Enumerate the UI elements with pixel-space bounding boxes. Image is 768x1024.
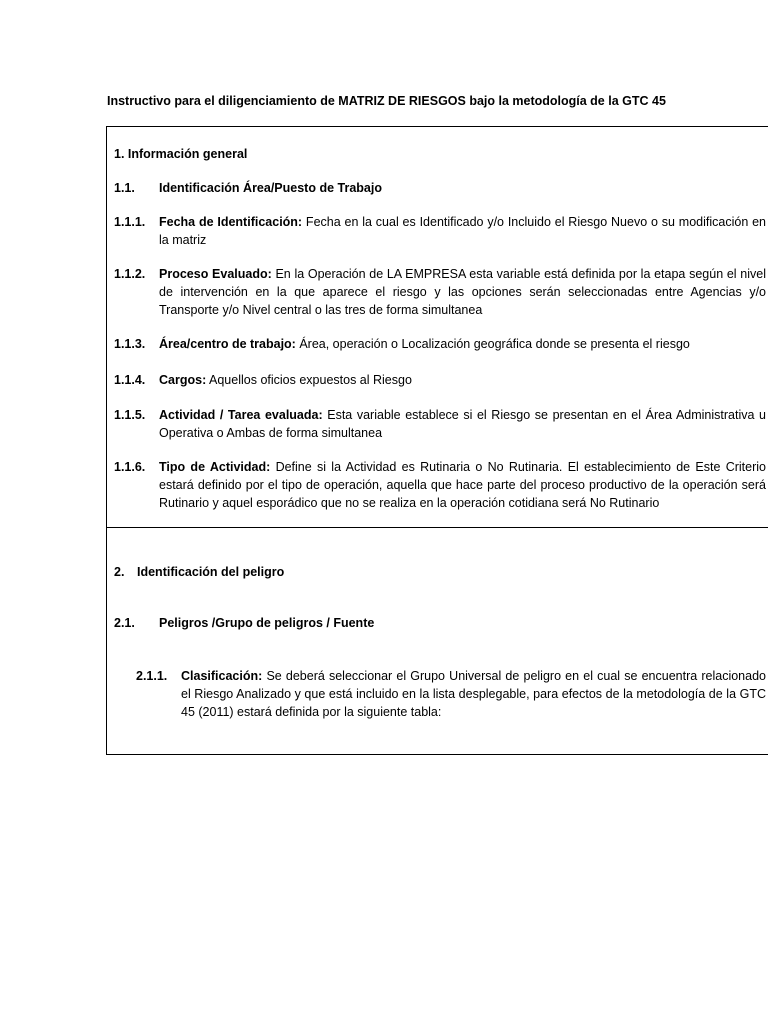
item-number: 1.1.3. [114,337,146,351]
section-2-1-heading: Peligros /Grupo de peligros / Fuente [159,616,375,630]
item-text: En la Operación de LA EMPRESA esta variable está definida por la etapa según el nivel de intervención en la que aparece el riesgo y las opciones serán seleccionadas entre Agencias y/o Transporte y/o Nivel central o las tres de forma simultanea [159,267,766,317]
item-label: Área/centro de trabajo: [159,337,296,351]
document-title: Instructivo para el diligenciamiento de MATRIZ DE RIESGOS bajo la metodología de la GTC 45 [107,94,666,108]
item-text: Define si la Actividad es Rutinaria o No Rutinaria. El establecimiento de Este Criterio estará definido por el tipo de operación, aquella que hace parte del proceso productivo de la operación será Rutinario y aquel esporádico que no se realiza en la operación cotidiana será No Rutinario [159,460,766,510]
item-body [181,667,766,721]
item-label: Proceso Evaluado: [159,267,272,281]
section-2-number: 2. [114,565,125,579]
item-number: 1.1.5. [114,408,146,422]
item-body [159,406,766,442]
item-label: Clasificación: [181,669,263,683]
section-1-1-number: 1.1. [114,181,135,195]
item-number: 1.1.6. [114,460,146,474]
section-1-heading: 1. Información general [114,147,248,161]
item-text: Fecha en la cual es Identificado y/o Incluido el Riesgo Nuevo o su modificación en la matriz [159,215,767,247]
item-number: 1.1.2. [114,267,146,281]
item-text: Área, operación o Localización geográfica donde se presenta el riesgo [295,337,690,351]
item-number: 1.1.1. [114,215,146,229]
item-body [159,213,766,249]
item-label: Cargos: [159,373,207,387]
section-2-heading: Identificación del peligro [137,565,285,579]
section-2-1-number: 2.1. [114,616,135,630]
item-text: Se deberá seleccionar el Grupo Universal de peligro en el cual se encuentra relacionado el Riesgo Analizado y que está incluido en la lista desplegable, para efectos de la metodología de la GTC 45 (2011) estará definida por la siguiente tabla: [181,669,766,719]
item-body [159,335,766,353]
item-text: Aquellos oficios expuestos al Riesgo [206,373,412,387]
item-label: Tipo de Actividad: [159,460,271,474]
section-1-1-heading: Identificación Área/Puesto de Trabajo [159,181,382,195]
item-body [159,265,766,319]
item-label: Actividad / Tarea evaluada: [159,408,323,422]
item-body [159,458,766,512]
item-text: Esta variable establece si el Riesgo se presentan en el Área Administrativa u Operativa o Ambas de forma simultanea [159,408,766,440]
item-number: 1.1.4. [114,373,146,387]
item-number: 2.1.1. [136,669,168,683]
item-body [159,371,766,389]
item-label: Fecha de Identificación: [159,215,303,229]
